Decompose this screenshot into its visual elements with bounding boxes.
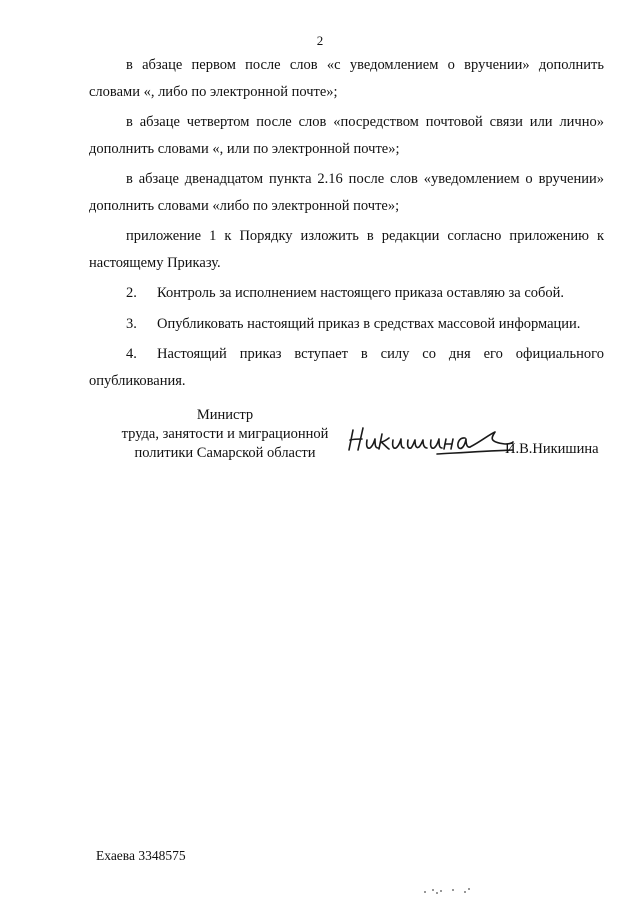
handwritten-signature: [345, 420, 515, 460]
list-item-2: [89, 280, 604, 307]
signatory-name: И.В.Никишина: [505, 441, 599, 457]
list-item-4: [89, 341, 604, 394]
list-item-number: 4.: [126, 346, 137, 362]
list-item-3: [89, 311, 604, 338]
paragraph-1: в абзаце первом после слов «с уведомлением о вручении» дополнить словами «, либо по электронной почте»;: [89, 57, 604, 100]
list-item-text: Настоящий приказ вступает в силу со дня его официального опубликования.: [89, 346, 604, 389]
executor-contact: Ехаева 3348575: [96, 848, 186, 863]
list-item-text: Опубликовать настоящий приказ в средствах массовой информации.: [157, 315, 581, 332]
list-item-text: Контроль за исполнением настоящего приказа оставляю за собой.: [157, 285, 565, 301]
scan-artifact: [422, 885, 482, 897]
signatory-title-line-2: труда, занятости и миграционной: [121, 426, 329, 442]
paragraph-2: в абзаце четвертом после слов «посредством почтовой связи или лично» дополнить словами «, или по электронной почте»;: [89, 114, 604, 157]
list-item-number: 2.: [126, 285, 137, 301]
signatory-title-line-1: Министр: [196, 407, 254, 423]
list-item-number: 3.: [126, 315, 137, 332]
signatory-title-line-3: политики Самарской области: [134, 445, 316, 461]
page-number: 2: [316, 33, 324, 48]
paragraph-3: в абзаце двенадцатом пункта 2.16 после слов «уведомлением о вручении» дополнить словами «либо по электронной почте»;: [89, 171, 604, 214]
signatory-title: [100, 406, 350, 463]
paragraph-4: приложение 1 к Порядку изложить в редакции согласно приложению к настоящему Приказу.: [89, 228, 604, 271]
document-body: [89, 52, 604, 398]
